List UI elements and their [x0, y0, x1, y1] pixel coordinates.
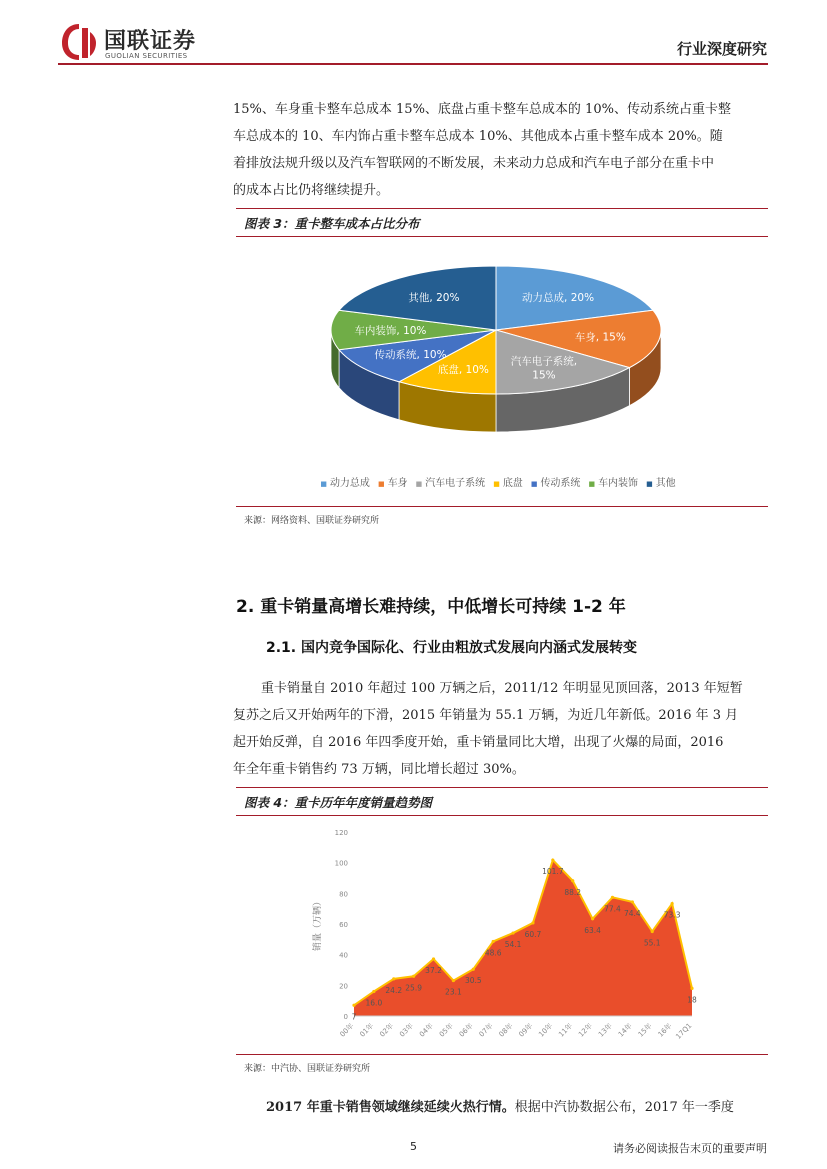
data-point	[511, 931, 514, 934]
intro-line: 车总成本的 10、车内饰占重卡整车总成本 10%、其他成本占重卡整车成本 20%。随	[233, 129, 723, 144]
closing-bold: 2017 年重卡销售领域继续延续火热行情。	[266, 1100, 515, 1115]
legend-item	[531, 478, 581, 489]
data-point	[671, 902, 674, 905]
legend-label: 底盘	[502, 478, 523, 489]
x-tick-label: 11年	[557, 1021, 575, 1039]
data-label: 48.6	[484, 948, 502, 958]
data-point	[412, 975, 415, 978]
legend-swatch: ■	[493, 480, 500, 488]
legend-label: 传动系统	[540, 478, 581, 489]
data-label: 30.5	[464, 976, 482, 986]
data-label: 23.1	[445, 987, 462, 997]
legend-item	[378, 478, 408, 489]
figure4-area-chart	[236, 820, 768, 1052]
legend-label: 汽车电子系统	[425, 478, 486, 489]
legend-label: 车内装饰	[598, 478, 639, 489]
data-label: 73.3	[663, 910, 681, 920]
logo	[60, 20, 240, 64]
data-label: 16.0	[365, 998, 383, 1008]
legend-swatch: ■	[530, 480, 538, 488]
y-tick-label: 120	[334, 829, 348, 837]
data-point	[571, 879, 574, 882]
data-label: 18	[687, 995, 697, 1005]
y-tick-label: 40	[339, 951, 348, 960]
x-tick-label: 07年	[477, 1021, 495, 1039]
y-tick-label: 20	[339, 982, 348, 991]
data-point	[651, 930, 654, 933]
legend-swatch: ■	[320, 480, 327, 488]
legend-swatch: ■	[415, 480, 423, 488]
x-tick-label: 15年	[636, 1021, 654, 1039]
figure4-source: 来源：中汽协、国联证券研究所	[244, 1064, 371, 1074]
legend-item	[493, 478, 523, 489]
x-tick-label: 13年	[596, 1021, 614, 1039]
pie-data-label: 车内装饰, 10%	[354, 325, 427, 337]
intro-line: 的成本占比仍将继续提升。	[233, 183, 390, 198]
logo-name-cn: 国联证券	[104, 29, 197, 54]
pie-data-label: 传动系统, 10%	[374, 349, 447, 362]
figure3-pie-chart	[236, 250, 768, 470]
legend-swatch: ■	[588, 480, 596, 488]
pie-data-label: 动力总成, 20%	[522, 291, 595, 304]
legend-item	[646, 478, 676, 489]
legend-swatch: ■	[646, 480, 653, 488]
y-tick-label: 60	[339, 921, 348, 929]
data-label: 7	[351, 1012, 357, 1022]
legend-item	[320, 478, 370, 489]
pie-data-label: 其他, 20%	[408, 291, 460, 304]
pie-data-label: 车身, 15%	[574, 331, 626, 344]
legend-item	[416, 478, 486, 489]
data-point	[472, 968, 475, 971]
y-tick-label: 100	[334, 859, 348, 868]
legend-label: 动力总成	[329, 478, 370, 489]
pie-data-label: 底盘, 10%	[437, 363, 489, 376]
section-paragraph	[233, 675, 773, 783]
legend-label: 其他	[655, 478, 676, 489]
x-tick-label: 02年	[378, 1021, 396, 1039]
data-point	[452, 979, 455, 982]
closing-paragraph	[266, 1094, 776, 1121]
x-tick-label: 09年	[517, 1021, 535, 1039]
x-tick-label: 16年	[656, 1021, 674, 1039]
x-tick-label: 00年	[338, 1021, 356, 1039]
data-point	[372, 990, 375, 993]
logo-icon	[60, 22, 98, 62]
data-label: 63.4	[584, 925, 601, 935]
data-point	[611, 896, 614, 899]
data-label: 25.9	[405, 983, 422, 993]
intro-paragraph	[233, 96, 773, 204]
data-point	[432, 957, 435, 960]
data-label: 55.1	[643, 938, 661, 948]
section-heading: 2. 重卡销量高增长难持续，中低增长可持续 1-2 年	[236, 597, 626, 617]
area-fill	[354, 860, 692, 1016]
x-tick-label: 12年	[577, 1021, 595, 1039]
y-axis-label: 销量（万辆）	[313, 896, 323, 952]
section-line: 起开始反弹，自 2016 年四季度开始，重卡销量同比大增，出现了火爆的局面，2016	[233, 735, 724, 750]
data-label: 77.4	[604, 904, 621, 914]
section-subheading: 2.1. 国内竞争国际化、行业由粗放式发展向内涵式发展转变	[266, 640, 637, 656]
data-point	[690, 987, 693, 990]
figure3-title: 图表 3：重卡整车成本占比分布	[244, 216, 420, 231]
x-tick-label: 03年	[398, 1021, 416, 1039]
section-line: 重卡销量自 2010 年超过 100 万辆之后，2011/12 年明显见顶回落，2013 年短暂	[261, 681, 743, 696]
x-tick-label: 14年	[616, 1021, 634, 1039]
figure3-source: 来源：网络资料、国联证券研究所	[244, 516, 380, 526]
figure3-title-rule	[236, 236, 768, 237]
logo-name-en: GUOLIAN SECURITIES	[105, 52, 188, 60]
intro-line: 15%、车身重卡整车总成本 15%、底盘占重卡整车总成本的 10%、传动系统占重卡整	[233, 102, 731, 117]
figure4-top-rule	[236, 787, 768, 788]
data-label: 54.1	[504, 940, 522, 950]
x-tick-label: 04年	[418, 1021, 435, 1039]
legend-swatch: ■	[377, 480, 385, 488]
data-label: 88.2	[564, 887, 582, 897]
x-tick-label: 10年	[537, 1021, 555, 1039]
x-tick-label: 05年	[437, 1021, 455, 1039]
data-label: 101.7	[542, 867, 564, 877]
legend-item	[588, 478, 638, 489]
section-line: 复苏之后又开始两年的下滑，2015 年销量为 55.1 万辆，为近几年新低。2016 年 3 月	[233, 708, 739, 723]
figure3-legend	[236, 474, 768, 489]
intro-line: 着排放法规升级以及汽车智联网的不断发展，未来动力总成和汽车电子部分在重卡中	[233, 156, 715, 171]
x-tick-label: 17Q1	[674, 1021, 694, 1041]
data-point	[591, 917, 594, 920]
data-point	[551, 858, 554, 861]
section-line: 年全年重卡销售约 73 万辆，同比增长超过 30%。	[233, 762, 525, 777]
pie-data-label: 汽车电子系统, 15%	[510, 355, 578, 382]
legend-label: 车身	[387, 478, 408, 489]
header-rule	[58, 63, 768, 65]
figure3-bottom-rule	[236, 506, 768, 507]
report-type: 行业深度研究	[676, 40, 767, 58]
figure4-title: 图表 4：重卡历年年度销量趋势图	[244, 795, 433, 810]
figure4-bottom-rule	[236, 1054, 768, 1055]
closing-text: 根据中汽协数据公布，2017 年一季度	[514, 1100, 734, 1115]
data-label: 74.4	[624, 908, 641, 918]
data-label: 60.7	[524, 929, 542, 939]
x-tick-label: 08年	[497, 1021, 515, 1039]
figure3-top-rule	[236, 208, 768, 209]
data-label: 37.2	[425, 965, 442, 975]
footer-disclaimer: 请务必阅读报告末页的重要声明	[613, 1142, 767, 1155]
data-point	[631, 900, 634, 903]
x-tick-label: 06年	[457, 1021, 475, 1039]
y-tick-label: 80	[339, 890, 348, 899]
figure4-title-rule	[236, 815, 768, 816]
data-label: 24.2	[385, 985, 403, 995]
data-point	[352, 1004, 355, 1007]
x-tick-label: 01年	[358, 1021, 376, 1039]
data-point	[492, 940, 495, 943]
page-number: 5	[410, 1140, 417, 1153]
data-point	[531, 921, 534, 924]
data-point	[392, 977, 395, 980]
y-tick-label: 0	[343, 1013, 348, 1021]
